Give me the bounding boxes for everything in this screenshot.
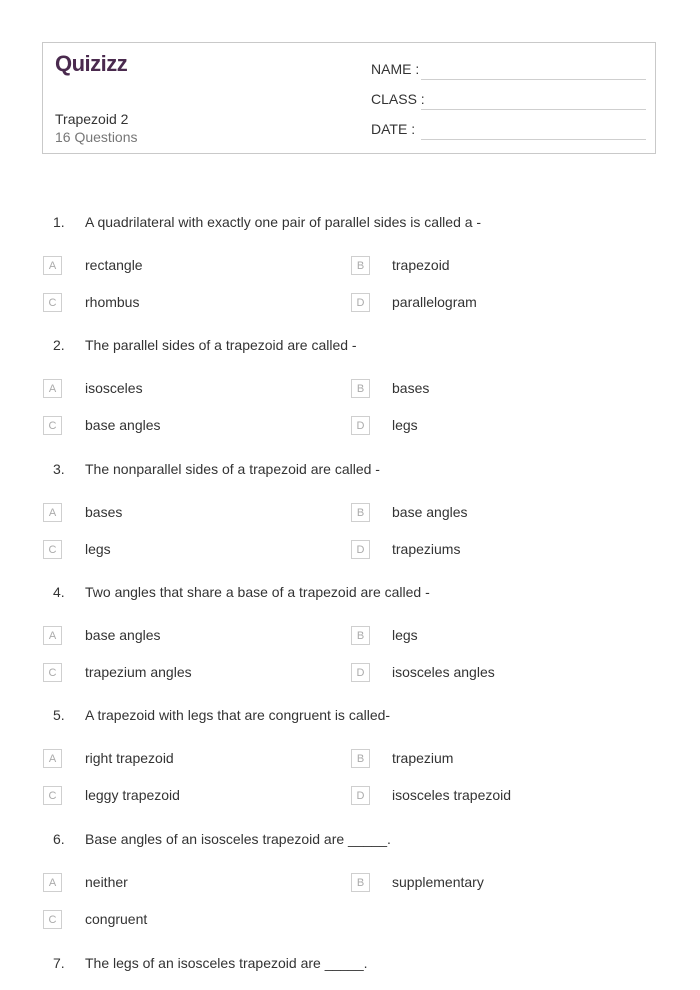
option-letter-badge: A	[43, 379, 62, 398]
option-text: isosceles angles	[392, 664, 495, 680]
option-text: rhombus	[85, 294, 140, 310]
question-text: Base angles of an isosceles trapezoid are _____.	[85, 831, 391, 847]
quizizz-logo: Quizizz	[55, 51, 128, 76]
option-text: base angles	[85, 627, 161, 643]
option-text: trapezium angles	[85, 664, 192, 680]
option-letter-badge: A	[43, 256, 62, 275]
question-number: 5.	[53, 707, 65, 723]
option-text: legs	[85, 541, 111, 557]
class-label: CLASS :	[371, 91, 425, 107]
option-letter-badge: B	[351, 503, 370, 522]
question-number: 6.	[53, 831, 65, 847]
option-text: supplementary	[392, 874, 484, 890]
question-text: The legs of an isosceles trapezoid are _____.	[85, 955, 368, 971]
option-letter-badge: D	[351, 663, 370, 682]
question-number: 4.	[53, 584, 65, 600]
question-number: 3.	[53, 461, 65, 477]
question-text: The parallel sides of a trapezoid are called -	[85, 337, 357, 353]
option-letter-badge: C	[43, 910, 62, 929]
option-text: isosceles trapezoid	[392, 787, 512, 803]
option-text: leggy trapezoid	[85, 787, 180, 803]
option-letter-badge: A	[43, 873, 62, 892]
option-letter-badge: A	[43, 749, 62, 768]
option-text: trapeziums	[392, 541, 461, 557]
date-label: DATE :	[371, 121, 416, 137]
option-text: right trapezoid	[85, 750, 174, 766]
question-number: 7.	[53, 955, 65, 971]
option-text: legs	[392, 417, 418, 433]
option-text: base angles	[392, 504, 468, 520]
option-letter-badge: B	[351, 256, 370, 275]
option-letter-badge: D	[351, 540, 370, 559]
name-label: NAME :	[371, 61, 420, 77]
option-text: bases	[392, 380, 430, 396]
option-letter-badge: C	[43, 293, 62, 312]
option-text: bases	[85, 504, 123, 520]
option-text: trapezium	[392, 750, 454, 766]
option-letter-badge: C	[43, 416, 62, 435]
option-letter-badge: A	[43, 626, 62, 645]
worksheet-title: Trapezoid 2	[55, 111, 129, 127]
option-text: isosceles	[85, 380, 143, 396]
question-text: The nonparallel sides of a trapezoid are called -	[85, 461, 380, 477]
option-text: congruent	[85, 911, 148, 927]
option-letter-badge: C	[43, 786, 62, 805]
question-text: A quadrilateral with exactly one pair of parallel sides is called a -	[85, 214, 482, 230]
option-letter-badge: D	[351, 293, 370, 312]
option-letter-badge: C	[43, 663, 62, 682]
option-text: rectangle	[85, 257, 143, 273]
option-text: parallelogram	[392, 294, 477, 310]
option-text: trapezoid	[392, 257, 450, 273]
option-letter-badge: B	[351, 749, 370, 768]
option-letter-badge: A	[43, 503, 62, 522]
option-letter-badge: B	[351, 379, 370, 398]
question-number: 1.	[53, 214, 65, 230]
question-count: 16 Questions	[55, 129, 138, 145]
option-letter-badge: D	[351, 416, 370, 435]
option-letter-badge: B	[351, 626, 370, 645]
option-letter-badge: D	[351, 786, 370, 805]
option-letter-badge: B	[351, 873, 370, 892]
option-text: neither	[85, 874, 128, 890]
question-text: Two angles that share a base of a trapezoid are called -	[85, 584, 430, 600]
option-letter-badge: C	[43, 540, 62, 559]
option-text: legs	[392, 627, 418, 643]
option-text: base angles	[85, 417, 161, 433]
question-text: A trapezoid with legs that are congruent is called-	[85, 707, 391, 723]
question-number: 2.	[53, 337, 65, 353]
